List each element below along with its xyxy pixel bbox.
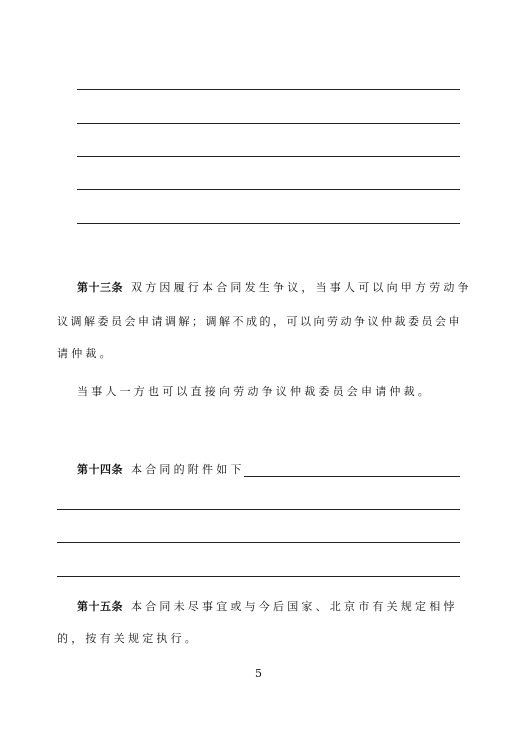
blank-line-2 xyxy=(77,123,460,124)
article-15-line-2: 的，按有关规定执行。 xyxy=(57,632,199,645)
article-13-heading: 第十三条 xyxy=(77,281,123,294)
blank-line-3 xyxy=(77,156,460,157)
article-13-line-1 xyxy=(77,281,472,295)
article-13-para-2: 当事人一方也可以直接向劳动争议仲裁委员会申请仲裁。 xyxy=(77,385,432,398)
article-13-line-3: 请仲裁。 xyxy=(57,347,114,360)
blank-line-4 xyxy=(77,189,460,190)
article-15-heading: 第十五条 xyxy=(77,600,123,613)
attachment-line-1 xyxy=(57,509,460,510)
article-14-fill-line xyxy=(244,476,460,477)
article-13-line-2: 议调解委员会申请调解；调解不成的，可以向劳动争议仲裁委员会申 xyxy=(57,315,462,328)
attachment-line-3 xyxy=(57,576,460,577)
page-number: 5 xyxy=(255,667,262,680)
article-14-line xyxy=(77,463,245,477)
article-15-line-1 xyxy=(77,600,458,614)
article-13-text-1: 双方因履行本合同发生争议，当事人可以向甲方劳动争 xyxy=(131,281,472,294)
article-15-text-1: 本合同未尽事宜或与今后国家、北京市有关规定相悖 xyxy=(131,600,458,613)
article-14-heading: 第十四条 xyxy=(77,463,123,476)
blank-line-5 xyxy=(77,223,460,224)
attachment-line-2 xyxy=(57,542,460,543)
blank-line-1 xyxy=(77,89,460,90)
article-14-text: 本合同的附件如下 xyxy=(131,463,245,476)
